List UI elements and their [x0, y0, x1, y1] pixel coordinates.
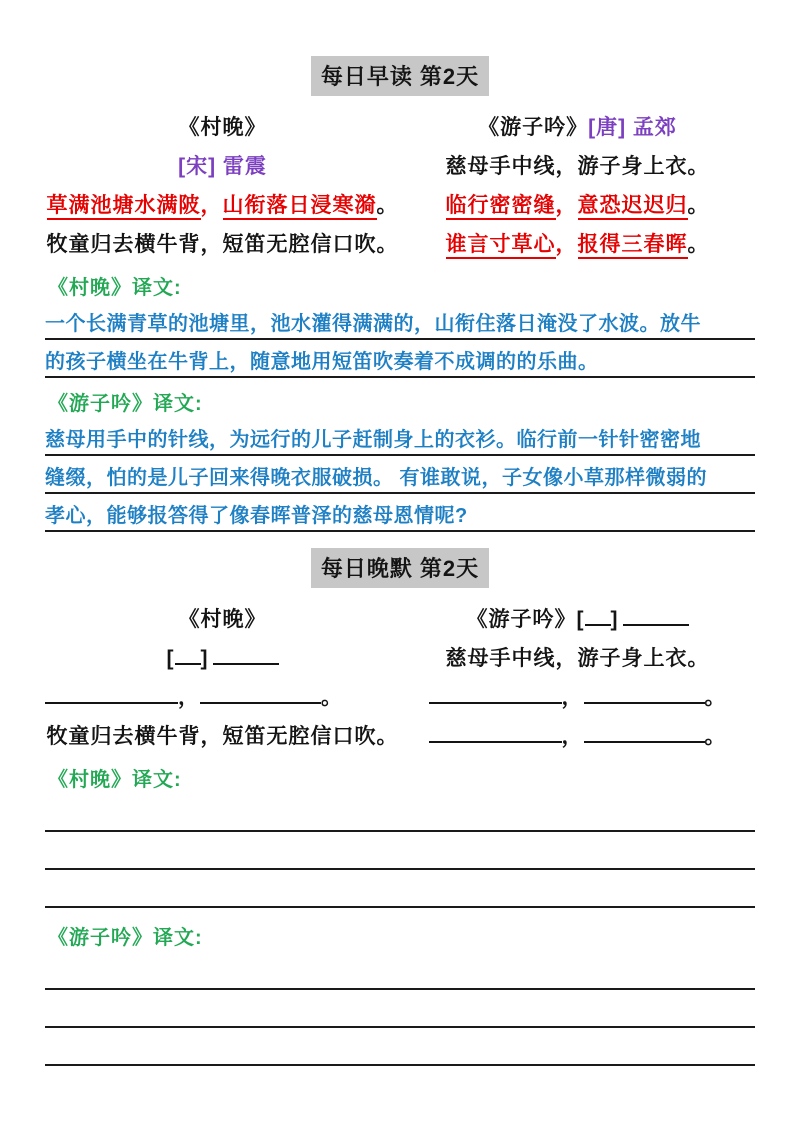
verse-blank — [584, 702, 705, 704]
morning-poems — [45, 108, 755, 264]
poem-youzi-title-row — [400, 108, 755, 147]
comma: ， — [200, 194, 223, 217]
verse-blank — [429, 741, 562, 743]
verse-blank — [584, 741, 705, 743]
underlined-phrase: 草满池塘水满陂 — [47, 194, 201, 220]
dictation-cunwan-blank-line — [45, 678, 400, 717]
poem-youzi-line1: 慈母手中线，游子身上衣。 — [445, 155, 710, 178]
dictation-youzi-blank-line — [400, 678, 755, 717]
dynasty-blank — [585, 624, 611, 626]
poem-youzi-title: 《游子吟》 — [478, 116, 589, 139]
translation-line — [45, 418, 755, 456]
dictation-youzi-known-line: 慈母手中线，游子身上衣。 — [445, 647, 710, 670]
dictation-youzi-blank-line — [400, 717, 755, 756]
evening-section-title: 每日晚默 第2天 — [311, 548, 489, 588]
translation-line — [45, 340, 755, 378]
dictation-youzi — [400, 600, 755, 756]
dynasty-blank — [175, 663, 201, 665]
comma: ， — [561, 686, 584, 709]
poem-youzi-highlighted-line2 — [400, 225, 755, 264]
verse-blank — [200, 702, 321, 704]
poem-cunwan-title: 《村晚》 — [178, 116, 267, 139]
evening-poems — [45, 600, 755, 756]
empty-translation-line — [45, 832, 755, 870]
dictation-youzi-title: 《游子吟》 — [466, 608, 577, 631]
translation-line — [45, 494, 755, 532]
morning-section-title: 每日早读 第2天 — [311, 56, 489, 96]
underlined-phrase: 报得三春晖 — [578, 233, 688, 259]
evening-youzi-translation-header: 《游子吟》译文: — [48, 927, 203, 949]
empty-translation-line — [45, 990, 755, 1028]
poem-youzi-author: [唐] 孟郊 — [588, 116, 677, 139]
translation-text: 的孩子横坐在牛背上，随意地用短笛吹奏着不成调的的乐曲。 — [45, 351, 599, 373]
translation-text: 慈母用手中的针线，为远行的儿子赶制身上的衣衫。临行前一针针密密地 — [45, 429, 701, 451]
verse-blank — [45, 702, 178, 704]
dictation-cunwan-author-blank — [45, 639, 400, 678]
cunwan-translation-header: 《村晚》译文: — [48, 277, 182, 299]
period: 。 — [687, 233, 710, 256]
comma: ， — [561, 725, 584, 748]
poem-youzi-highlighted-line1 — [400, 186, 755, 225]
translation-line — [45, 302, 755, 340]
poem-cunwan-highlighted-line — [45, 186, 400, 225]
youzi-translation-header: 《游子吟》译文: — [48, 393, 203, 415]
dictation-cunwan — [45, 600, 400, 756]
period: 。 — [321, 686, 343, 709]
translation-line — [45, 456, 755, 494]
period: 。 — [704, 686, 727, 709]
bracket-close: ] — [200, 647, 209, 670]
comma: ， — [555, 233, 578, 256]
period: 。 — [376, 194, 399, 217]
underlined-phrase: 山衔落日浸寒漪 — [223, 194, 377, 220]
morning-section-title-row — [45, 56, 755, 96]
period: 。 — [687, 194, 710, 217]
poem-cunwan-author: [宋] 雷震 — [178, 155, 267, 178]
translation-text: 一个长满青草的池塘里，池水灌得满满的，山衔住落日淹没了水波。放牛 — [45, 313, 701, 335]
translation-text: 孝心，能够报答得了像春晖普泽的慈母恩情呢? — [45, 505, 468, 527]
period: 。 — [704, 725, 727, 748]
evening-cunwan-translation-header: 《村晚》译文: — [48, 769, 182, 791]
underlined-phrase: 谁言寸草心 — [446, 233, 556, 259]
empty-translation-line — [45, 794, 755, 832]
bracket-open: [ — [576, 608, 585, 631]
dictation-cunwan-known-line: 牧童归去横牛背，短笛无腔信口吹。 — [46, 725, 399, 748]
translation-text: 缝缀，怕的是儿子回来得晚衣服破损。 有谁敢说，子女像小草那样微弱的 — [45, 467, 708, 489]
empty-translation-line — [45, 952, 755, 990]
underlined-phrase: 意恐迟迟归 — [578, 194, 688, 220]
poem-cunwan — [45, 108, 400, 264]
empty-translation-line — [45, 1028, 755, 1066]
comma: ， — [178, 686, 200, 709]
empty-translation-line — [45, 870, 755, 908]
underlined-phrase: 临行密密缝 — [446, 194, 556, 220]
poem-cunwan-line2: 牧童归去横牛背，短笛无腔信口吹。 — [46, 233, 399, 256]
comma: ， — [555, 194, 578, 217]
dictation-cunwan-title: 《村晚》 — [178, 608, 267, 631]
dictation-youzi-title-row — [400, 600, 755, 639]
bracket-close: ] — [610, 608, 619, 631]
author-blank — [213, 663, 279, 665]
verse-blank — [429, 702, 562, 704]
author-blank — [623, 624, 689, 626]
poem-youzi — [400, 108, 755, 264]
bracket-open: [ — [166, 647, 175, 670]
evening-section-title-row — [45, 548, 755, 588]
